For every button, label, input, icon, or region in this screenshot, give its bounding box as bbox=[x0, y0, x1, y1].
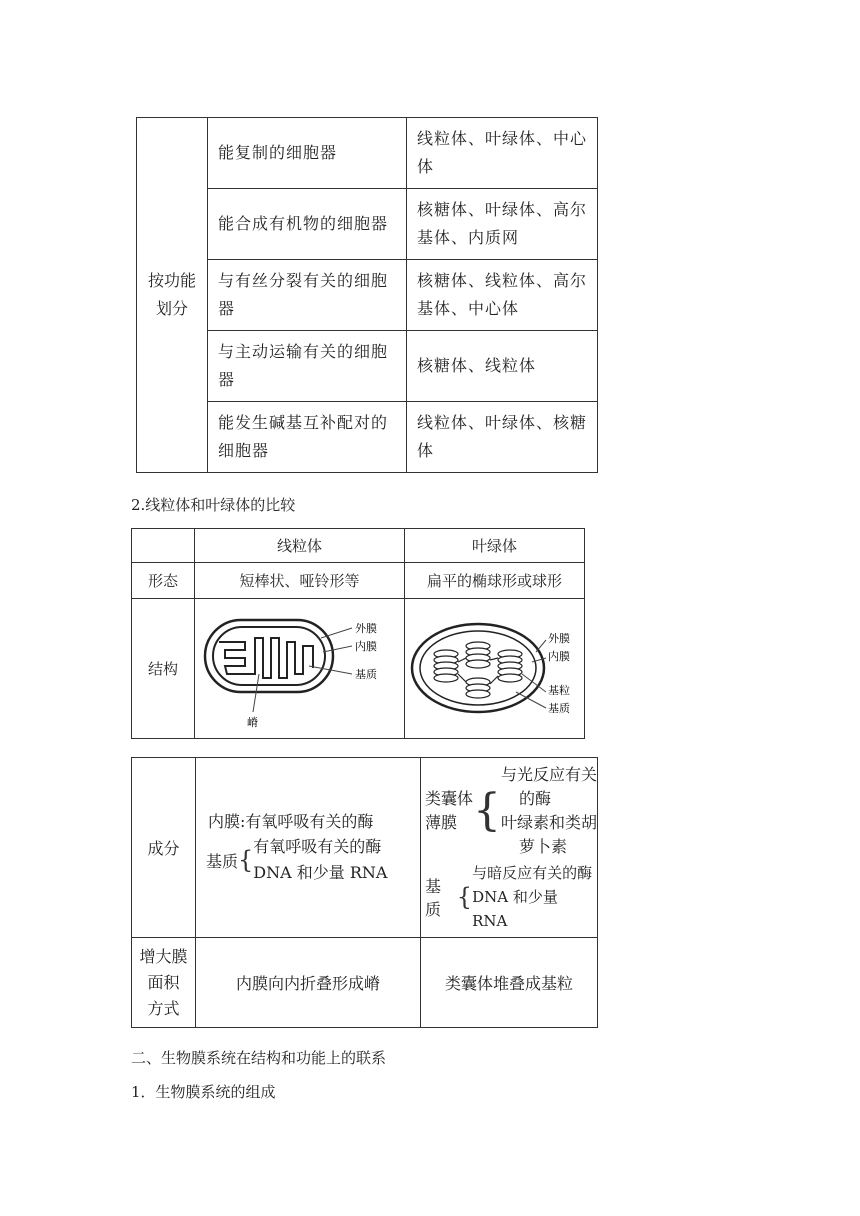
thylakoid-label: 类囊体 bbox=[425, 788, 474, 808]
chloro-inner-membrane-label: 内膜 bbox=[547, 649, 570, 663]
header-blank-cell bbox=[132, 529, 195, 563]
thylakoid-item: 的酶 bbox=[519, 788, 552, 808]
area-label-cell bbox=[132, 938, 196, 1028]
mito-outer-membrane-label: 外膜 bbox=[355, 621, 377, 635]
mito-inner-membrane-label: 内膜 bbox=[355, 639, 377, 653]
mito-chloro-compare-table bbox=[131, 528, 585, 739]
chloro-area-method: 类囊体堆叠成基粒 bbox=[421, 938, 598, 1028]
mito-inner-membrane-text: 内膜:有氧呼吸有关的酶 bbox=[208, 812, 374, 831]
brace-icon: { bbox=[473, 784, 501, 836]
components-table bbox=[131, 757, 598, 1028]
thylakoid-item: 与光反应有关 bbox=[501, 764, 598, 784]
thylakoid-item: 萝卜素 bbox=[519, 836, 568, 856]
organelle-cell: 与主动运输有关的细胞器 bbox=[208, 331, 407, 402]
organelle-cell: 能发生碱基互补配对的细胞器 bbox=[208, 402, 407, 473]
examples-cell: 线粒体、叶绿体、核糖体 bbox=[407, 402, 598, 473]
section-heading: 二、生物膜系统在结构和功能上的联系 bbox=[131, 1049, 387, 1067]
organelle-cell: 与有丝分裂有关的细胞器 bbox=[208, 260, 407, 331]
chloro-components-cell bbox=[421, 758, 598, 938]
category-cell bbox=[137, 118, 208, 473]
chloro-matrix-item: DNA 和少量 RNA bbox=[472, 887, 558, 930]
mitochondrion-diagram bbox=[197, 602, 402, 732]
mito-matrix-label: 基质 bbox=[355, 667, 377, 681]
subheading: 1．生物膜系统的组成 bbox=[131, 1083, 276, 1101]
chloro-matrix-item: 与暗反应有关的酶 bbox=[472, 863, 593, 882]
section-2-title: 2.线粒体和叶绿体的比较 bbox=[131, 496, 296, 514]
structure-label: 结构 bbox=[132, 599, 195, 739]
mito-matrix-item: DNA 和少量 RNA bbox=[253, 863, 388, 882]
chloroplast-diagram bbox=[406, 602, 584, 732]
mito-matrix-label-text: 基质 bbox=[206, 851, 239, 871]
thylakoid-item: 叶绿素和类胡 bbox=[501, 812, 598, 832]
chloro-morphology: 扁平的椭球形或球形 bbox=[405, 563, 585, 599]
mito-matrix-item: 有氧呼吸有关的酶 bbox=[253, 837, 382, 856]
components-label: 成分 bbox=[132, 758, 196, 938]
brace-icon: { bbox=[456, 882, 473, 911]
mito-crista-label: 嵴 bbox=[247, 715, 258, 729]
area-label-line: 面积 bbox=[147, 972, 180, 992]
examples-cell: 核糖体、线粒体、高尔基体、中心体 bbox=[407, 260, 598, 331]
organelle-cell: 能复制的细胞器 bbox=[208, 118, 407, 189]
category-label: 按功能划分 bbox=[147, 271, 196, 318]
chloro-structure-cell bbox=[405, 599, 585, 739]
mito-structure-cell bbox=[195, 599, 405, 739]
area-label-line: 方式 bbox=[147, 998, 180, 1018]
chloro-grana-label: 基粒 bbox=[547, 683, 570, 697]
chloro-stroma-label: 基质 bbox=[547, 701, 570, 715]
header-chloroplast: 叶绿体 bbox=[405, 529, 585, 563]
examples-cell: 核糖体、叶绿体、高尔基体、内质网 bbox=[407, 189, 598, 260]
examples-cell: 线粒体、叶绿体、中心体 bbox=[407, 118, 598, 189]
organelle-function-table bbox=[136, 117, 598, 473]
thylakoid-label: 薄膜 bbox=[425, 812, 458, 832]
header-mitochondria: 线粒体 bbox=[195, 529, 405, 563]
mito-morphology: 短棒状、哑铃形等 bbox=[195, 563, 405, 599]
mito-area-method: 内膜向内折叠形成嵴 bbox=[196, 938, 421, 1028]
area-label-line: 增大膜 bbox=[139, 946, 188, 966]
organelle-cell: 能合成有机物的细胞器 bbox=[208, 189, 407, 260]
mito-components-cell bbox=[196, 758, 421, 938]
chloro-matrix-label-text: 基质 bbox=[425, 876, 442, 919]
examples-cell: 核糖体、线粒体 bbox=[407, 331, 598, 402]
chloro-outer-membrane-label: 外膜 bbox=[547, 631, 570, 645]
morphology-label: 形态 bbox=[132, 563, 195, 599]
brace-icon: { bbox=[238, 846, 254, 874]
